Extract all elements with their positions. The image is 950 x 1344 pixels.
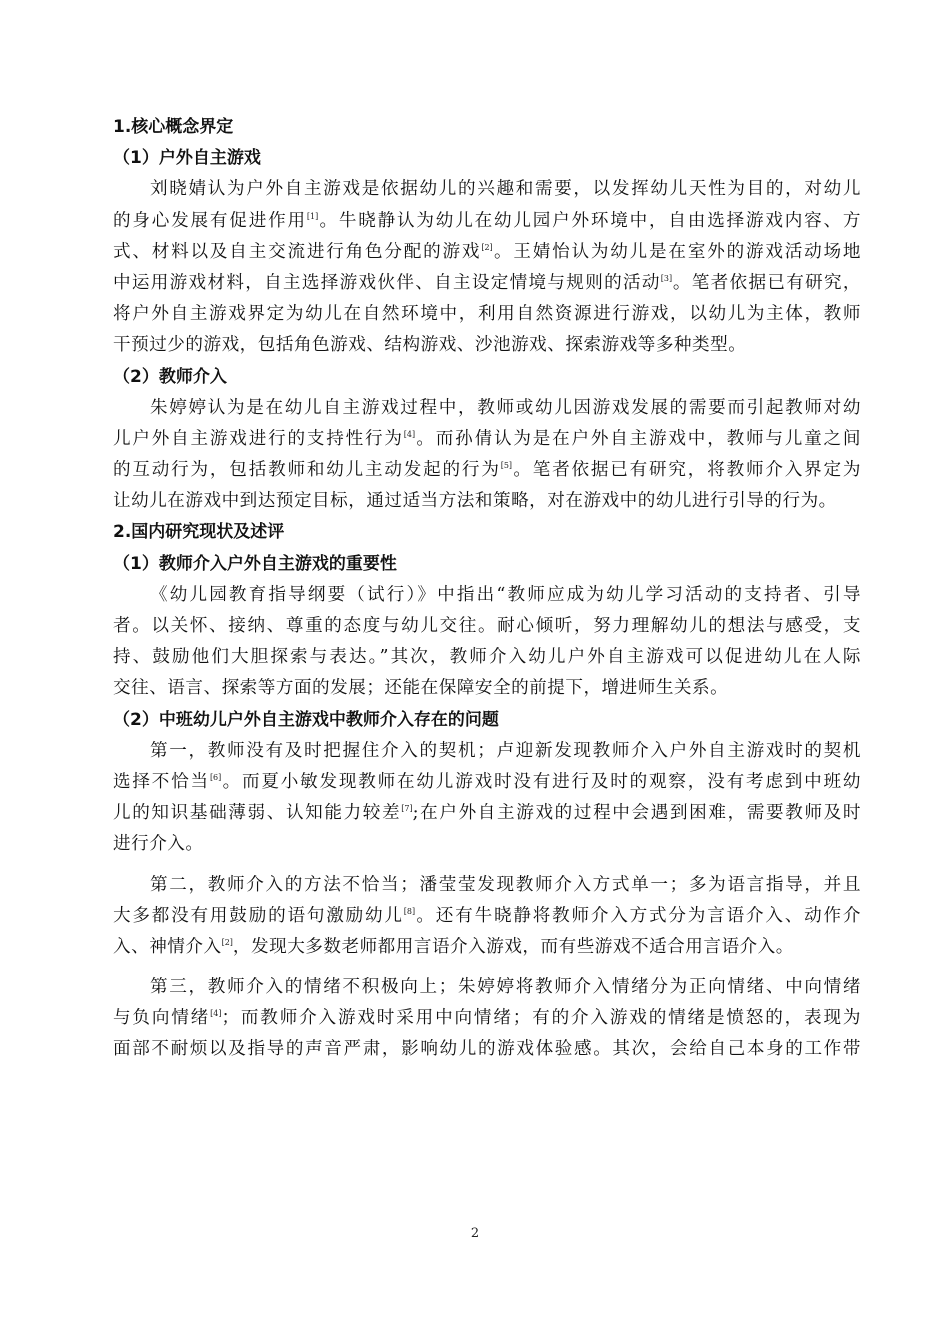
text-line	[113, 642, 861, 673]
text-line	[113, 1034, 861, 1065]
text-span: 第三，教师介入的情绪不积极向上；朱婷婷将教师介入情绪分为正向情绪、中向情绪	[150, 977, 861, 998]
heading-domestic-research: 2.国内研究现状及述评	[113, 522, 285, 543]
text-span: 。而孙倩认为是在户外自主游戏中，教师与儿童之间	[415, 428, 861, 449]
citation-ref: [4]	[403, 430, 416, 440]
text-line	[113, 393, 861, 424]
text-span: 选择不恰当	[113, 771, 210, 792]
paragraph-problem-two	[113, 870, 861, 964]
document-body	[113, 112, 861, 1066]
text-span: 中运用游戏材料，自主选择游戏伙伴、自主设定情境与规则的活动	[113, 272, 661, 293]
text-span: 大多都没有用鼓励的语句激励幼儿	[113, 905, 404, 926]
text-line	[113, 1003, 861, 1034]
text-span: 与负向情绪	[113, 1008, 211, 1029]
citation-ref: [6]	[209, 773, 222, 783]
citation-ref: [8]	[403, 906, 416, 916]
text-line	[113, 206, 861, 237]
text-span: 刘晓婧认为户外自主游戏是依据幼儿的兴趣和需要，以发挥幼儿天性为目的，对幼儿	[150, 179, 861, 200]
heading-core-concepts: 1.核心概念界定	[113, 117, 234, 137]
subheading-teacher-intervention: （2）教师介入	[113, 366, 227, 387]
text-span: 儿的知识基础薄弱、认知能力较差	[113, 803, 402, 824]
text-line	[113, 901, 861, 932]
text-span: 式、材料以及自主交流进行角色分配的游戏	[113, 241, 482, 262]
text-span: 。还有牛晓静将教师介入方式分为言语介入、动作介	[415, 905, 861, 926]
text-span: 者。以关怀、接纳、尊重的态度与幼儿交往。耐心倾听，努力理解幼儿的想法与感受，支	[113, 616, 861, 636]
text-line	[113, 767, 861, 798]
text-line	[113, 174, 861, 205]
text-line	[113, 330, 861, 361]
text-span: ；而教师介入游戏时采用中向情绪；有的介入游戏的情绪是愤怒的，表现为	[221, 1008, 861, 1029]
text-span: 入、神情介入	[113, 936, 222, 957]
text-span: 第一，教师没有及时把握住介入的契机；卢迎新发现教师介入户外自主游戏时的契机	[150, 740, 861, 761]
text-line	[113, 455, 861, 486]
subheading-importance: （1）教师介入户外自主游戏的重要性	[113, 553, 397, 574]
text-line	[113, 829, 861, 860]
text-span: 。王婧怡认为幼儿是在室外的游戏活动场地	[492, 241, 861, 262]
text-span: 。笔者依据已有研究，	[672, 272, 861, 293]
text-line	[113, 736, 861, 767]
text-span: 让幼儿在游戏中到达预定目标，通过适当方法和策略，对在游戏中的幼儿进行引导的行为。	[113, 491, 837, 512]
text-span: 朱婷婷认为是在幼儿自主游戏过程中，教师或幼儿因游戏发展的需要而引起教师对幼	[150, 397, 861, 418]
citation-ref: [7]	[401, 804, 413, 814]
text-span: 将户外自主游戏界定为幼儿在自然环境中，利用自然资源进行游戏，以幼儿为主体，教师	[113, 304, 861, 325]
text-line	[113, 580, 861, 611]
text-span: 面部不耐烦以及指导的声音严肃，影响幼儿的游戏体验感。其次，会给自己本身的工作带	[113, 1039, 861, 1060]
page-number: 2	[470, 1226, 480, 1241]
paragraph-outdoor-play-definition	[113, 174, 861, 361]
citation-ref: [2]	[481, 242, 493, 252]
text-span: 进行介入。	[113, 834, 204, 855]
text-line	[113, 932, 861, 963]
citation-ref: [2]	[221, 938, 233, 948]
text-line	[113, 798, 861, 829]
citation-ref: [1]	[306, 211, 319, 221]
text-line	[113, 237, 861, 268]
text-span: 。笔者依据已有研究，将教师介入界定为	[512, 460, 861, 481]
citation-ref: [4]	[210, 1009, 222, 1019]
text-span: 。而夏小敏发现教师在幼儿游戏时没有进行及时的观察，没有考虑到中班幼	[221, 771, 861, 792]
text-line	[113, 268, 861, 299]
text-span: ，发现大多数老师都用言语介入游戏，而有些游戏不适合用言语介入。	[232, 936, 794, 957]
text-span: 《幼儿园教育指导纲要（试行）》中指出“教师应成为幼儿学习活动的支持者、引导	[150, 584, 861, 605]
text-span: 儿户外自主游戏进行的支持性行为	[113, 428, 404, 449]
text-line	[113, 870, 861, 901]
text-line	[113, 424, 861, 455]
text-span: 。牛晓静认为幼儿在幼儿园户外环境中，自由选择游戏内容、方	[318, 210, 861, 231]
text-line	[113, 486, 861, 517]
text-line	[113, 299, 861, 330]
citation-ref: [5]	[500, 461, 513, 471]
text-line	[113, 673, 861, 704]
subheading-outdoor-play: （1）户外自主游戏	[113, 148, 261, 169]
text-span: 的互动行为，包括教师和幼儿主动发起的行为	[113, 460, 501, 481]
paragraph-problem-three	[113, 972, 861, 1066]
text-span: 持、鼓励他们大胆探索与表达。”其次，教师介入幼儿户外自主游戏可以促进幼儿在人际	[113, 647, 861, 668]
paragraph-intervention-definition	[113, 393, 861, 518]
text-line	[113, 972, 861, 1003]
citation-ref: [3]	[660, 274, 673, 284]
text-span: ;在户外自主游戏的过程中会遇到困难，需要教师及时	[412, 803, 861, 824]
paragraph-importance	[113, 580, 861, 705]
text-span: 交往、语言、探索等方面的发展；还能在保障安全的前提下，增进师生关系。	[113, 678, 729, 699]
paragraph-problem-one	[113, 736, 861, 861]
subheading-problems: （2）中班幼儿户外自主游戏中教师介入存在的问题	[113, 709, 499, 730]
text-span: 第二，教师介入的方法不恰当；潘莹莹发现教师介入方式单一；多为语言指导，并且	[150, 874, 861, 895]
text-span: 的身心发展有促进作用	[113, 210, 307, 231]
text-span: 干预过少的游戏，包括角色游戏、结构游戏、沙池游戏、探索游戏等多种类型。	[113, 335, 747, 356]
text-line	[113, 611, 861, 642]
